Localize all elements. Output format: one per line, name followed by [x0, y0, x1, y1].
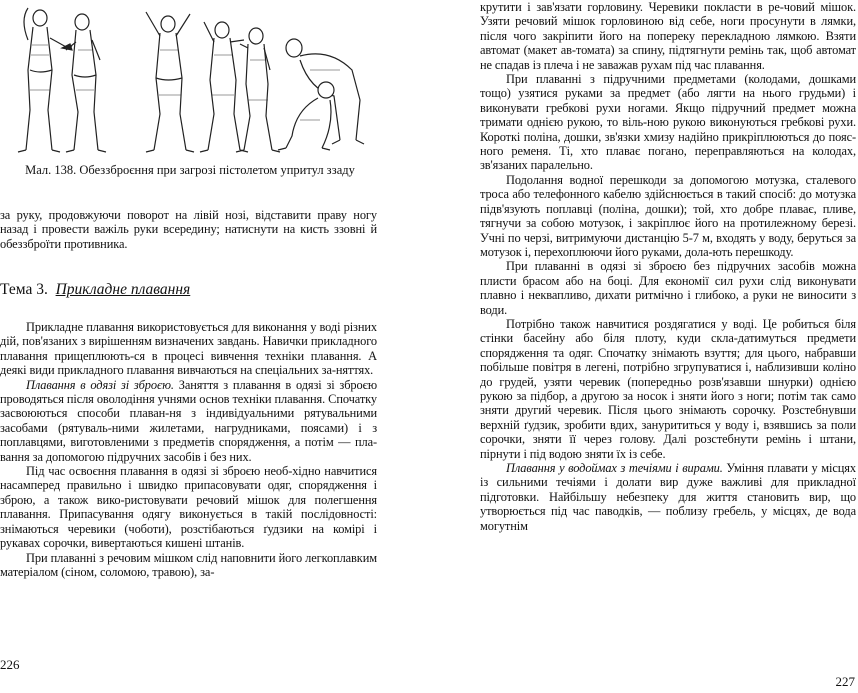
right-paragraph-2: При плаванні з підручними предметами (колодами, дошками тощо) узятися руками за предмет (або лягти на нього грудьми) і виконувати гребкові рухи ногами. Якщо підручний предмет можна тримати однією рукою, то віль-ною рукою виконуються гребкові рухи. Короткі поліна, дошки, зв'язки хмизу надійно прикріплюються до пояс-ного ременя. Ті, хто плаває погано, переправляються на колодах, зв'язаних паралельно. [480, 72, 856, 173]
right-paragraph-1: крутити і зав'язати горловину. Черевики покласти в ре-човий мішок. Узяти речовий мішок горловиною від себе, ноги просунути в лямки, після чого закріпити його на поперeку перекладною лямкою. Взяти автомат (макет ав-томата) за спину, підтягнути ремінь так, щоб автомат не спадав із плеча і не заважав рухам під час плавання. [480, 0, 856, 72]
theme-prefix: Тема 3. [0, 281, 48, 298]
paragraph-4: При плаванні з речовим мішком слід наповнити його легкоплавким матеріалом (сіном, соломою, травою), за- [0, 550, 377, 579]
theme-title: Прикладне плавання [55, 281, 191, 298]
figure-single-3 [146, 12, 194, 152]
paragraph-2 [0, 378, 377, 464]
continuation-paragraph: за руку, продовжуючи поворот на лівій нозі, відставити праву ногу назад і провести важіль руки всередину; натиснути на кисть ззовні й обеззброїти противника. [0, 208, 377, 251]
disarm-illustration [0, 0, 378, 160]
left-main-text [0, 320, 377, 579]
right-page [470, 0, 858, 693]
theme-heading [0, 281, 378, 299]
figure-caption: Мал. 138. Обеззброєння при загрозі пістолетом упритул ззаду [25, 163, 355, 177]
right-paragraph-4: При плаванні в одязі зі зброєю без підручних засобів можна плисти брасом або на боці. Для економії сил рухи слід виконувати плавно і неквапливо, дихати ритмічно і глибоко, а руки не виносити з води. [480, 259, 856, 317]
paragraph-1: Прикладне плавання використовується для виконання у воді різних дій, пов'язаних з вирішенням визначених завдань. Навички прикладного плавання прищеплюють-ся в процесі вивчення техніки плавання. А деякі види прикладного плавання вивчаються на спеціальних за-няттях. [0, 320, 377, 378]
page-number-left: 226 [0, 657, 20, 672]
page-number-right: 227 [835, 674, 855, 689]
figure-pair-4 [200, 22, 280, 152]
paragraph-3: Під час освоєння плавання в одязі зі зброєю необ-хідно навчитися насамперед правильно і швидко припасовувати одяг, спорядження і зброю, а також вико-ристовувати речовий мішок для полегшення плавання. Припасування одягу виконується в такій послідовності: знімаються черевики (чоботи), розстібаються ґудзики на комірі і рукавах сорочки, вивертаються кишені штанів. [0, 464, 377, 551]
right-paragraph-6 [480, 461, 856, 533]
right-paragraph-6-title: Плавання у водоймах з течіями і вирами. [506, 461, 723, 475]
right-paragraph-6-body: Уміння плавати у місцях із сильними течіями і долати вир дуже важливі для прикладної підготовки. Найбільшу небезпеку для життя становить вир, що утворюється під час паводків, — поблизу гребель, у місцях, де вода могутнім [480, 461, 856, 533]
right-main-text [480, 0, 856, 533]
paragraph-2-body: Заняття з плавання в одязі зі зброєю проводяться після оволодіння учнями основ техніки плавання. Спочатку засвоюються способи плаван-ня з індивідуальними рятувальними засобами (рятуваль-ними жилетами, нагрудниками, поясами) і з поплавцями, виготовленими з предметів спорядження, а потім — пла-вання за допомогою підручних засобів і без них. [0, 377, 378, 464]
figure-pair-5 [278, 39, 364, 150]
right-paragraph-5: Потрібно також навчитися роздягатися у воді. Це робиться біля стінки басейну або біля плоту, куди скла-датимуться предмети спорядження та одяг. Спочатку знімають взуття; для цього, набравши побільше повітря в легені, потрібно згрупуватися і, наблизивши коліно до грудей, узяти черевик (попередньо розв'язавши шнурки) однією рукою за підбор, а другою за носок і зняти його з ноги; потім так само зняти другий черевик. Після цього знімають сорочку. Розстебнувши верхній ґудзик, зробити вдих, занурититься у воду і, взявшись за поли сорочки, зняти її через голову. Далі розстебнути ремінь і штани, пірнути і під водою зняти їх із себе. [480, 316, 856, 461]
paragraph-2-title: Плавання в одязі зі зброєю. [26, 377, 174, 392]
continuation-text [0, 208, 377, 251]
right-paragraph-3: Подолання водної перешкоди за допомогою мотузка, сталевого троса або телефонного кабелю здійснюється в такий спосіб: до мотузка підв'язують поплавці (поліна, дошки); той, хто добре плаває, пливе, тягнучи за собою мотузок, і закріплює його на протилежному березі. Учні по черзі, витримуючи дистанцію 5-7 м, входять у воду, беруться за мотузок і, перехоплюючи його руками, долa-ють перешкоду. [480, 172, 856, 259]
figure-pair-1 [18, 8, 106, 152]
